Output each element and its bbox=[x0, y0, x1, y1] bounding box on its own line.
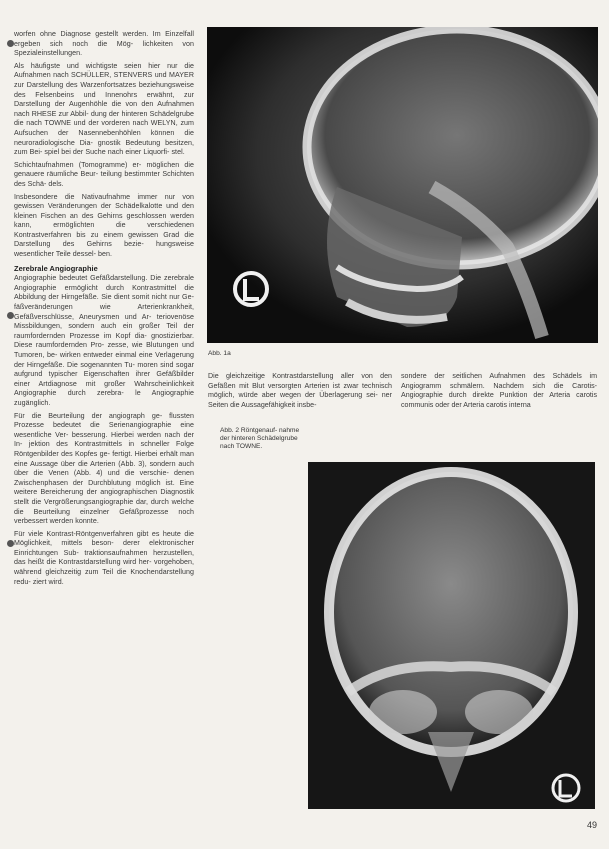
figure-caption: Abb. 1a bbox=[208, 350, 231, 357]
paragraph: sondere der seitlichen Aufnahmen des Schädels im Angiogramm schmälern. Nachdem sich die Carotis-Angiographie durch direkte Punktion der Arteria carotis communis oder der Arteria carotis interna bbox=[401, 372, 597, 409]
binder-hole-mark bbox=[7, 540, 14, 547]
paragraph: Für die Beurteilung der angiograph ge- flussten Prozesse bedeutet die Serienangiographie eine wesentliche Ver- besserung. Hierbei werden nach der In- jektion des Kontrastmittels in schneller Folge Röntgenbilder des Kopfes ge- fertigt. Hierbei erhält man eine Aussage über die Arterien (Abb. 3), sondern auch über die Venen (Abb. 4) und die verschie- denen Zwischenphasen der Durchblutung möglich ist. Eine weitere Bereicherung der angiographischen Diagnostik stellt die Vergrößerungsangiographie dar, durch welche die Beurteilung einzelner Gefäßprozesse noch verbessert werden konnte. bbox=[14, 411, 194, 526]
paragraph: Für viele Kontrast-Röntgenverfahren gibt es heute die Möglichkeit, mittels beson- derer elektronischer Einrichtungen Sub- traktionsaufnahmen herzustellen, das heißt die Kontrastdarstellung wird her- vorgehoben, während gleichzeitig zum Teil die Knochendarstellung redu- ziert wird. bbox=[14, 529, 194, 586]
paragraph: Angiographie bedeutet Gefäßdarstellung. Die zerebrale Angiographie ermöglicht durch Kontrastmittel die Abbildung der Hirngefäße. Sie dient somit nicht nur Ge- fäßveränderungen wie Arterienkrankheit, Gefäßverschlüsse, Aneurysmen und Ar- teriovenöse Missbildungen, sondern auch ein großer Teil der raumfordernden Prozesse im Kopf dia- gnostizierbar. Diese raumfordernden Pro- zesse, wie Blutungen und Tumoren, be- wirken entweder einmal eine Verlagerung der Hirngefäße. Die sogenannten Tu- moren sind sogar aufgrund typischer Eigenschaften ihrer Gefäßbilder einer Artdiagnose mit großer Wahrscheinlichkeit Angiographie durch zerebra- le Angiographie zugänglich. bbox=[14, 274, 194, 407]
paragraph: Als häufigste und wichtigste seien hier nur die Aufnahmen nach SCHÜLLER, STENVERS und MAYER zur Darstellung des Warzenfortsatzes beziehungsweise des Felsenbeins und Innenohrs erwähnt, zur Darstellung der Augenhöhle die von den Aufnahmen nach RHESE zur Abbil- dung der hinteren Schädelgrube die nach TOWNE und der vorderen nach WELYN, zum Aufsuchen der Nasennebenhöhlen können die neuroradiologische Dia- gnostik Bedeutung besitzen, zum Bei- spiel bei der Suche nach einer Liquorfi- stel. bbox=[14, 61, 194, 157]
paragraph: Die gleichzeitige Kontrastdarstellung aller von den Gefäßen mit Blut versorgten Arterien ist zwar technisch möglich, würde aber wegen der Überlagerung sei- ner Seiten die Aussagefähigkeit insbe- bbox=[208, 372, 392, 409]
paragraph: Insbesondere die Nativaufnahme immer nur von gewissen Veränderungen der Schädelkalotte und den kleinen Fischen an des Gehirns geschlossen werden kann, ermöglichten die verschiedenen Kontrastverfahren bis zu einem gewissen Grad die Darstellung des Gehirns bezie- hungsweise wesentlicher Teile dessel- ben. bbox=[14, 192, 194, 259]
paragraph: Schichtaufnahmen (Tomogramme) er- möglichen die genauere räumliche Beur- teilung bestimmter Schichten des Schä- dels. bbox=[14, 160, 194, 188]
figure-caption: Abb. 2 Röntgenauf- nahme der hinteren Schädelgrube nach TOWNE. bbox=[220, 427, 300, 450]
lateral-skull-xray-image bbox=[207, 27, 598, 343]
lateral-skull-xray bbox=[207, 27, 598, 343]
towne-skull-xray bbox=[308, 462, 595, 809]
page-number: 49 bbox=[586, 820, 597, 830]
binder-hole-mark bbox=[7, 40, 14, 47]
binder-hole-mark bbox=[7, 312, 14, 319]
towne-skull-xray-image bbox=[308, 462, 595, 809]
section-heading: Zerebrale Angiographie bbox=[14, 263, 98, 273]
paragraph: worfen ohne Diagnose gestellt werden. Im Einzelfall ergeben sich noch die Mög- lichkeiten von Spezialeinstellungen. bbox=[14, 30, 194, 58]
left-text-column bbox=[14, 30, 194, 590]
